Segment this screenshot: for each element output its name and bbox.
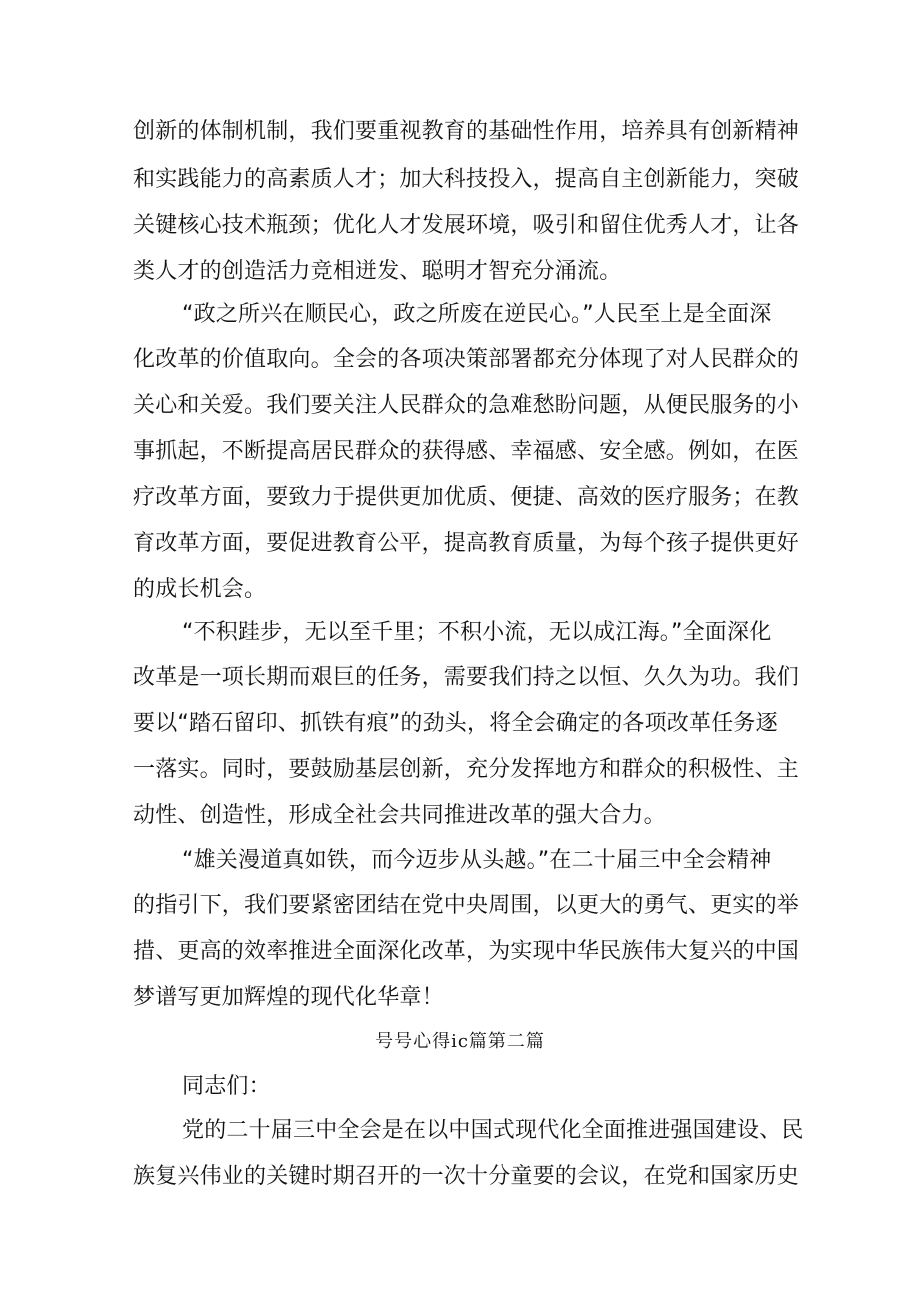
paragraph-line: 的指引下，我们要紧密团结在党中央周围，以更大的勇气、更实的举 — [133, 893, 800, 918]
paragraph-line: 疗改革方面，要致力于提供更加优质、便捷、高效的医疗服务；在教 — [133, 485, 800, 510]
paragraph-line: 改革是一项长期而艰巨的任务，需要我们持之以恒、久久为功。我们 — [133, 665, 800, 690]
paragraph-line: “不积跬步，无以至千里；不积小流，无以成江海。”全面深化 — [182, 620, 772, 645]
paragraph-line: 类人才的创造活力竞相迸发、聪明才智充分涌流。 — [133, 259, 622, 284]
paragraph-line: 动性、创造性，形成全社会共同推进改革的强大合力。 — [133, 803, 666, 828]
paragraph-line: 和实践能力的高素质人才；加大科技投入，提高自主创新能力，突破 — [133, 167, 800, 192]
paragraph-line: 事抓起，不断提高居民群众的获得感、幸福感、安全感。例如，在医 — [133, 439, 800, 464]
paragraph-line: “雄关漫道真如铁，而今迈步从头越。”在二十届三中全会精神 — [182, 848, 772, 873]
paragraph-line: “政之所兴在顺民心，政之所废在逆民心。”人民至上是全面深 — [182, 302, 772, 327]
paragraph-line: 关键核心技术瓶颈；优化人才发展环境，吸引和留住优秀人才，让各 — [133, 213, 800, 238]
paragraph-line: 的成长机会。 — [133, 577, 267, 602]
paragraph-line: 创新的体制机制，我们要重视教育的基础性作用，培养具有创新精神 — [133, 119, 800, 144]
paragraph-line: 育改革方面，要促进教育公平，提高教育质量，为每个孩子提供更好 — [133, 531, 800, 556]
paragraph-line: 梦谱写更加辉煌的现代化华章！ — [133, 985, 444, 1010]
greeting-line: 同志们： — [182, 1074, 271, 1099]
paragraph-line: 措、更高的效率推进全面深化改革，为实现中华民族伟大复兴的中国 — [133, 939, 800, 964]
paragraph-line: 一落实。同时，要鼓励基层创新，充分发挥地方和群众的积极性、主 — [133, 757, 800, 782]
paragraph-line: 关心和关爱。我们要关注人民群众的急难愁盼问题，从便民服务的小 — [133, 393, 800, 418]
section-heading: 号号心得ic篇第二篇 — [375, 1031, 545, 1052]
paragraph-line: 要以“踏石留印、抓铁有痕”的劲头，将全会确定的各项改革任务逐 — [133, 711, 778, 736]
paragraph-line: 化改革的价值取向。全会的各项决策部署都充分体现了对人民群众的 — [133, 347, 800, 372]
paragraph-line: 族复兴伟业的关键时期召开的一次十分童要的会议，在党和国家历史 — [133, 1164, 800, 1189]
paragraph-line: 党的二十届三中全会是在以中国式现代化全面推进强国建设、民 — [182, 1118, 804, 1143]
